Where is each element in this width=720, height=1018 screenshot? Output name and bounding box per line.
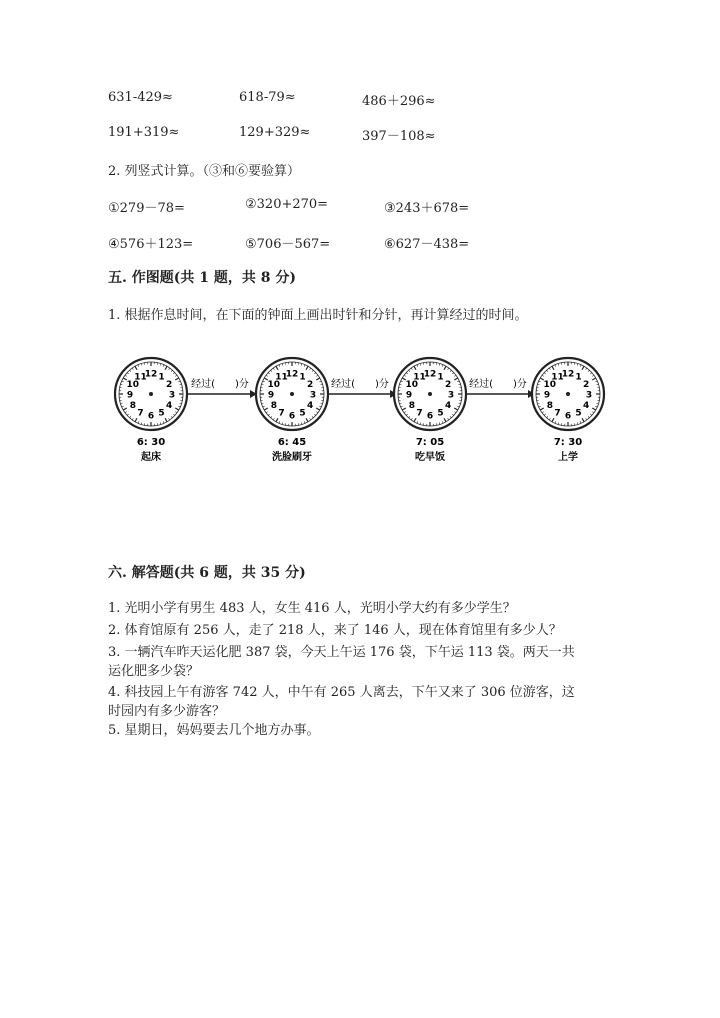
clock-number: 6 bbox=[564, 411, 572, 422]
section-5-question: 1. 根据作息时间，在下面的钟面上画出时针和分针，再计算经过的时间。 bbox=[108, 308, 528, 323]
clock-number: 11 bbox=[413, 372, 426, 383]
clock-number: 8 bbox=[546, 401, 553, 411]
problem-line: 时园内有多少游客？ bbox=[108, 704, 226, 719]
clock-number: 7 bbox=[137, 408, 144, 419]
estimation-item: 191+319≈ bbox=[108, 125, 180, 140]
clock-number: 6 bbox=[426, 411, 434, 422]
calc-item: ④576＋123= bbox=[108, 237, 194, 252]
clock-number: 12 bbox=[561, 369, 575, 380]
clock-number: 6 bbox=[147, 411, 155, 422]
clock-label: 上学 bbox=[558, 452, 578, 463]
clock-number: 10 bbox=[405, 380, 419, 390]
arrow-3 bbox=[466, 377, 535, 398]
arrow-2 bbox=[328, 377, 397, 398]
estimation-item: 129+329≈ bbox=[239, 125, 311, 140]
arrow-1 bbox=[188, 377, 257, 398]
clock-time: 7: 30 bbox=[553, 437, 583, 448]
clock-number: 2 bbox=[307, 380, 314, 390]
problem-line: 2. 体育馆原有 256 人，走了 218 人，来了 146 人，现在体育馆里有多少人？ bbox=[108, 623, 562, 638]
estimation-item: 486＋296≈ bbox=[362, 94, 436, 109]
clock-number: 11 bbox=[275, 372, 288, 383]
clock-face-4 bbox=[532, 358, 604, 430]
estimation-item: 397－108≈ bbox=[362, 129, 436, 144]
clock-number: 9 bbox=[267, 390, 275, 401]
clock-number: 1 bbox=[299, 372, 306, 383]
clock-number: 7 bbox=[278, 408, 285, 419]
clock-center-dot bbox=[566, 392, 570, 396]
calc-item: ②320+270= bbox=[245, 197, 329, 212]
estimation-item: 618-79≈ bbox=[239, 90, 296, 105]
clock-face-3 bbox=[394, 358, 466, 430]
problem-line: 4. 科技园上午有游客 742 人，中午有 265 人离去，下午又来了 306 位游客，这 bbox=[108, 685, 575, 700]
arrow-label: 经过( )分 bbox=[469, 379, 527, 390]
clock-number: 7 bbox=[416, 408, 423, 419]
clock-number: 8 bbox=[270, 401, 277, 411]
clock-number: 4 bbox=[307, 401, 314, 411]
clock-schedule-svg bbox=[108, 350, 620, 470]
clock-number: 2 bbox=[583, 380, 590, 390]
clock-time: 6: 45 bbox=[277, 437, 307, 448]
calc-item: ①279－78= bbox=[108, 201, 185, 216]
clock-number: 9 bbox=[543, 390, 551, 401]
clock-number: 3 bbox=[585, 390, 593, 401]
clock-number: 4 bbox=[166, 401, 173, 411]
section-6-title: 六. 解答题(共 6 题，共 35 分) bbox=[108, 565, 306, 581]
arrow-label: 经过( )分 bbox=[191, 379, 249, 390]
clock-number: 4 bbox=[445, 401, 452, 411]
estimation-item: 631-429≈ bbox=[108, 90, 173, 105]
clock-number: 11 bbox=[551, 372, 564, 383]
clock-number: 5 bbox=[575, 408, 582, 419]
clock-number: 9 bbox=[126, 390, 134, 401]
clock-number: 12 bbox=[423, 369, 437, 380]
clock-time: 6: 30 bbox=[136, 437, 166, 448]
calc-item: ⑤706－567= bbox=[245, 237, 331, 252]
clock-number: 11 bbox=[134, 372, 147, 383]
calc-item: ⑥627－438= bbox=[384, 237, 470, 252]
section-5-title: 五. 作图题(共 1 题，共 8 分) bbox=[108, 270, 296, 286]
problem-line: 5. 星期日，妈妈要去几个地方办事。 bbox=[108, 723, 320, 738]
problem-line: 运化肥多少袋？ bbox=[108, 664, 200, 679]
clock-center-dot bbox=[290, 392, 294, 396]
clock-number: 5 bbox=[299, 408, 306, 419]
clock-number: 7 bbox=[554, 408, 561, 419]
clock-number: 12 bbox=[144, 369, 158, 380]
clock-time: 7: 05 bbox=[415, 437, 445, 448]
clock-center-dot bbox=[149, 392, 153, 396]
clock-face-2 bbox=[256, 358, 328, 430]
clock-number: 10 bbox=[543, 380, 557, 390]
clock-label: 吃早饭 bbox=[415, 452, 445, 463]
clock-number: 1 bbox=[158, 372, 165, 383]
clock-number: 12 bbox=[285, 369, 299, 380]
clock-number: 1 bbox=[575, 372, 582, 383]
clock-face-1 bbox=[115, 358, 187, 430]
clock-schedule-diagram bbox=[108, 350, 620, 470]
clock-number: 10 bbox=[126, 380, 140, 390]
clock-number: 8 bbox=[129, 401, 136, 411]
clock-label: 洗脸刷牙 bbox=[272, 452, 312, 463]
clock-number: 3 bbox=[447, 390, 455, 401]
clock-number: 8 bbox=[408, 401, 415, 411]
problem-line: 1. 光明小学有男生 483 人，女生 416 人，光明小学大约有多少学生？ bbox=[108, 601, 516, 616]
clock-number: 4 bbox=[583, 401, 590, 411]
clock-number: 3 bbox=[309, 390, 317, 401]
clock-number: 9 bbox=[405, 390, 413, 401]
clock-number: 3 bbox=[168, 390, 176, 401]
clock-center-dot bbox=[428, 392, 432, 396]
clock-label: 起床 bbox=[141, 452, 161, 463]
clock-number: 5 bbox=[158, 408, 165, 419]
clock-number: 6 bbox=[288, 411, 296, 422]
problem-line: 3. 一辆汽车昨天运化肥 387 袋，今天上午运 176 袋，下午运 113 袋。两天一共 bbox=[108, 645, 575, 660]
clock-number: 10 bbox=[267, 380, 281, 390]
clock-number: 2 bbox=[166, 380, 173, 390]
vertical-calc-heading: 2. 列竖式计算。（③和⑥要验算） bbox=[108, 164, 301, 179]
clock-number: 1 bbox=[437, 372, 444, 383]
clock-number: 5 bbox=[437, 408, 444, 419]
arrow-label: 经过( )分 bbox=[331, 379, 389, 390]
calc-item: ③243＋678= bbox=[384, 201, 470, 216]
clock-number: 2 bbox=[445, 380, 452, 390]
